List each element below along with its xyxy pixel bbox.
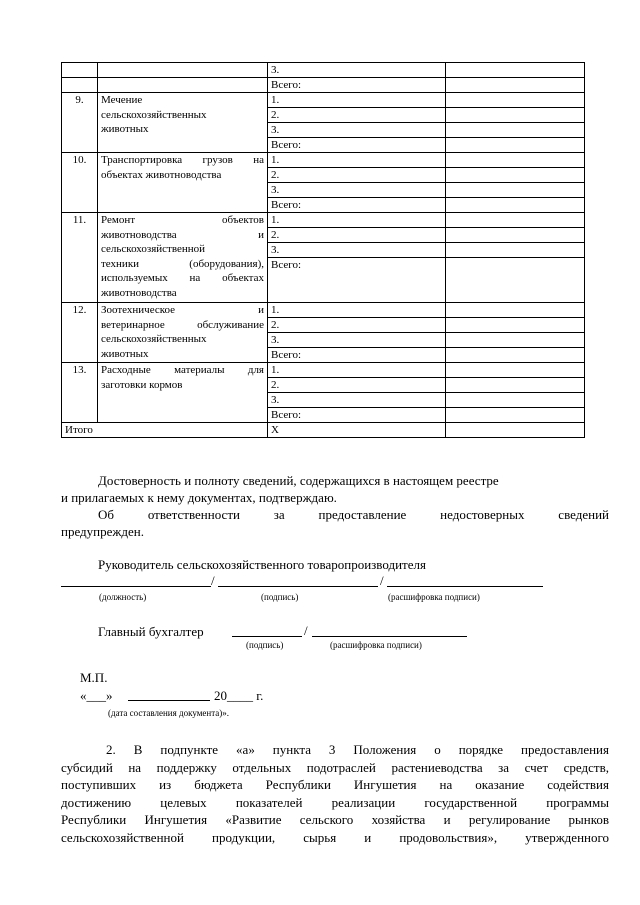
row-name-line: животных (101, 347, 149, 360)
slash-3: / (304, 623, 308, 638)
row-value (446, 78, 585, 93)
row-sub: 3. (268, 393, 446, 408)
row-number: 10. (62, 153, 98, 213)
para2-line-4: достижению целевых показателей реализации государственной программы (61, 794, 609, 810)
table-row (62, 78, 585, 93)
row-value (446, 303, 585, 318)
row-value (446, 153, 585, 168)
row-value (446, 408, 585, 423)
accountant-caption-signature: (подпись) (246, 640, 284, 650)
accountant-title: Главный бухгалтер (98, 624, 204, 639)
total-mark: Х (268, 423, 446, 438)
confirm-line-3: Об ответственности за предоставление недостоверных сведений (98, 507, 609, 522)
row-name-line: животноводства (101, 286, 177, 299)
row-value (446, 93, 585, 108)
accountant-signature-line (232, 636, 302, 637)
row-name-line: сельскохозяйственной (101, 243, 206, 255)
row-name-line: животноводства и (101, 228, 264, 241)
row-name-line: Транспортировка грузов на (101, 154, 264, 166)
row-value (446, 108, 585, 123)
date-day: «___» (80, 688, 113, 703)
total-label: Итого (62, 423, 268, 438)
row-name-line: объектах животноводства (101, 168, 222, 181)
row-sub: Всего: (268, 408, 446, 423)
row-name (98, 63, 268, 78)
row-value (446, 258, 585, 303)
head-title: Руководитель сельскохозяйственного товаропроизводителя (98, 557, 426, 572)
row-number: 12. (62, 303, 98, 363)
row-number (62, 63, 98, 78)
accountant-caption-decode: (расшифровка подписи) (330, 640, 422, 650)
row-sub: 2. (268, 378, 446, 393)
row-sub: 3. (268, 183, 446, 198)
row-value (446, 213, 585, 228)
row-value (446, 183, 585, 198)
row-sub: Всего: (268, 198, 446, 213)
row-value (446, 393, 585, 408)
position-line (61, 586, 211, 587)
table-row (62, 213, 585, 228)
row-name-line: ветеринарное обслуживание (101, 318, 264, 331)
date-month-line (128, 700, 210, 701)
row-value (446, 63, 585, 78)
row-sub: 2. (268, 108, 446, 123)
row-value (446, 228, 585, 243)
row-sub: 1. (268, 213, 446, 228)
caption-position: (должность) (99, 592, 147, 602)
row-sub: 3. (268, 243, 446, 258)
decode-line (387, 586, 543, 587)
row-value (446, 363, 585, 378)
row-name (98, 303, 268, 363)
row-value (446, 168, 585, 183)
slash-1: / (211, 573, 215, 588)
row-number: 13. (62, 363, 98, 423)
row-sub: 2. (268, 168, 446, 183)
row-value (446, 123, 585, 138)
para2-line-2: субсидий на поддержку отдельных подотраслей растениеводства за счет средств, (61, 759, 609, 775)
para2-line-3: поступивших из бюджета Республики Ингушетия на оказание содействия (61, 777, 609, 792)
table-row (62, 303, 585, 318)
row-value (446, 318, 585, 333)
row-sub: Всего: (268, 348, 446, 363)
stamp-mark: М.П. (80, 670, 108, 685)
row-name-line: животных (101, 123, 149, 135)
table-row (62, 153, 585, 168)
row-name-line: сельскохозяйственных (101, 333, 207, 345)
total-value (446, 423, 585, 438)
row-name-line: Расходные материалы для (101, 364, 264, 376)
para2-line-5: Республики Ингушетия «Развитие сельского хозяйства и регулирование рынков (61, 812, 609, 827)
slash-2: / (380, 573, 384, 588)
row-number: 9. (62, 93, 98, 153)
row-sub: 2. (268, 318, 446, 333)
row-value (446, 138, 585, 153)
row-number (62, 78, 98, 93)
table-row (62, 363, 585, 378)
signature-line (218, 586, 378, 587)
row-value (446, 378, 585, 393)
accountant-decode-line (312, 636, 467, 637)
date-year: 20____ г. (214, 688, 264, 703)
row-name-line: Ремонт объектов (101, 214, 264, 226)
row-name (98, 93, 268, 153)
row-sub: Всего: (268, 78, 446, 93)
caption-signature: (подпись) (261, 592, 299, 602)
row-name-line: Зоотехническое и (101, 304, 264, 316)
row-sub: 3. (268, 333, 446, 348)
row-sub: Всего: (268, 258, 446, 303)
row-name (98, 153, 268, 213)
row-sub: 3. (268, 63, 446, 78)
row-value (446, 348, 585, 363)
row-sub: 1. (268, 303, 446, 318)
caption-decode: (расшифровка подписи) (388, 592, 480, 602)
row-number: 11. (62, 213, 98, 303)
para2-line-6: сельскохозяйственной продукции, сырья и продовольствия», утвержденного (61, 829, 609, 845)
paragraph-2 (61, 741, 609, 846)
row-name-line: Мечение (101, 94, 143, 106)
confirm-line-2: и прилагаемых к нему документах, подтверждаю. (61, 490, 337, 505)
row-value (446, 198, 585, 213)
confirm-line-4: предупрежден. (61, 524, 144, 539)
row-sub: 1. (268, 93, 446, 108)
row-name-line: техники (оборудования), (101, 257, 264, 270)
table-row (62, 63, 585, 78)
row-sub: 1. (268, 153, 446, 168)
table-row (62, 93, 585, 108)
confirm-line-1: Достоверность и полноту сведений, содержащихся в настоящем реестре (98, 473, 499, 488)
row-sub: 2. (268, 228, 446, 243)
row-name (98, 363, 268, 423)
row-value (446, 243, 585, 258)
row-sub: 3. (268, 123, 446, 138)
total-row (62, 423, 585, 438)
para2-line-1: 2. В подпункте «а» пункта 3 Положения о порядке предоставления (106, 742, 609, 757)
row-sub: 1. (268, 363, 446, 378)
date-caption: (дата составления документа)». (108, 708, 230, 718)
row-name-line: сельскохозяйственных (101, 108, 207, 121)
row-sub: Всего: (268, 138, 446, 153)
row-name-line: используемых на объектах (101, 272, 264, 284)
row-name (98, 213, 268, 303)
row-name (98, 78, 268, 93)
row-value (446, 333, 585, 348)
register-table (61, 62, 585, 438)
row-name-line: заготовки кормов (101, 378, 183, 391)
